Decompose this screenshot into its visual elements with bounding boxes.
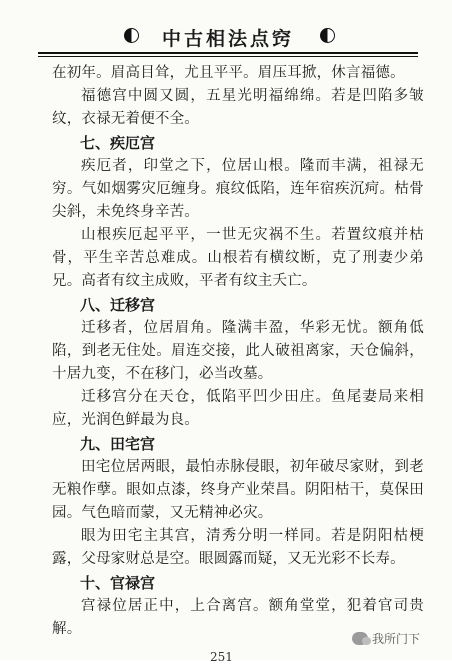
page-number: 251	[210, 650, 233, 664]
page-content	[52, 62, 424, 641]
watermark	[352, 628, 420, 648]
section-heading: 十、官禄宫	[80, 574, 156, 592]
paragraph: 在初年。眉高目耸，尤且平平。眉压耳掀，休言福德。	[52, 65, 405, 81]
header-title: 中古相法点窍	[161, 28, 294, 50]
section-heading: 七、疾厄宫	[80, 134, 156, 152]
yin-yang-icon	[320, 28, 335, 43]
watermark-text: 我所门下	[372, 631, 421, 646]
header-rule	[38, 52, 418, 54]
page-header	[38, 22, 418, 52]
paragraph: 宫禄位居正中，上合离宫。额角堂堂，犯着官司贵解。	[52, 598, 424, 637]
paragraph: 山根疾厄起平平，一世无灾祸不生。若置纹痕并枯骨，平生辛苦总难成。山根若有横纹断，克了刑妻少弟兄。高者有纹主成败，平者有纹主夭亡。	[52, 227, 424, 289]
header-rule	[38, 56, 418, 57]
section-heading: 九、田宅宫	[80, 435, 156, 453]
paragraph: 眼为田宅主其宫，清秀分明一样同。若是阴阳枯梗露，父母家财总是空。眼圆露而疑，又无光彩不长寿。	[52, 528, 424, 567]
paragraph: 疾厄者，印堂之下，位居山根。隆而丰满，祖禄无穷。气如烟雾灾厄缠身。痕纹低陷，连年宿疾沉疴。枯骨尖斜，未免终身辛苦。	[52, 158, 424, 220]
paragraph: 迁移者，位居眉角。隆满丰盈，华彩无忧。额角低陷，到老无住处。眉连交接，此人破祖离家，天仓偏斜，十居九变，不在移门，必当改墓。	[52, 320, 424, 382]
paragraph: 福德宫中圆又圆，五星光明福绵绵。若是凹陷多皱纹，衣禄无着便不全。	[52, 88, 424, 127]
paragraph: 田宅位居两眼，最怕赤脉侵眼，初年破尽家财，到老无粮作孽。眼如点漆，终身产业荣昌。阴阳枯干，莫保田园。气色暗而蒙，又无精神必灾。	[52, 459, 424, 521]
section-heading: 八、迁移宫	[80, 296, 156, 314]
wechat-icon	[352, 632, 368, 645]
paragraph: 迁移宫分在天仓，低陷平凹少田庄。鱼尾妻局来相应，光润色鲜最为良。	[52, 389, 424, 428]
